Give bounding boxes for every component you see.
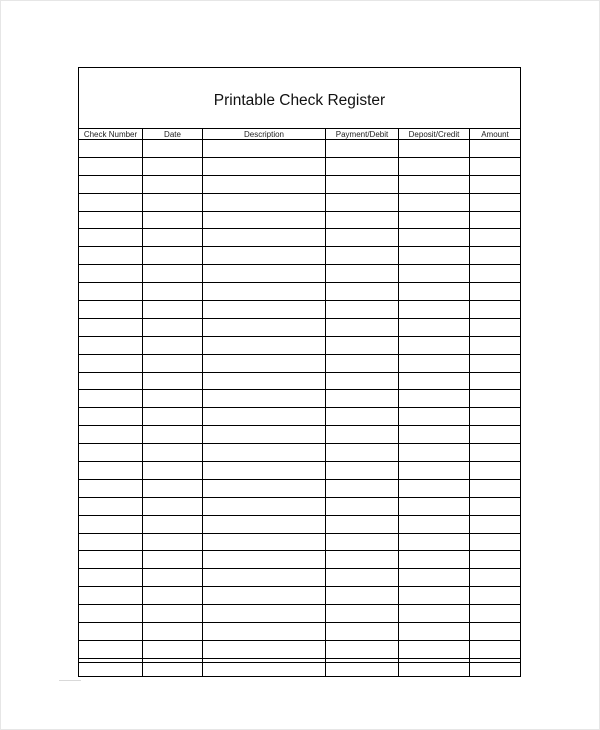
table-row [79, 479, 521, 497]
check-number-cell [79, 444, 143, 462]
table-row [79, 390, 521, 408]
deposit-credit-cell [399, 247, 470, 265]
check-number-cell [79, 623, 143, 641]
payment-debit-cell [326, 623, 399, 641]
description-cell [203, 140, 326, 158]
amount-cell [470, 640, 521, 658]
deposit-credit-cell [399, 354, 470, 372]
column-header-amount: Amount [470, 129, 521, 140]
column-header-description: Description [203, 129, 326, 140]
table-row [79, 551, 521, 569]
deposit-credit-cell [399, 372, 470, 390]
deposit-credit-cell [399, 175, 470, 193]
date-cell [143, 569, 203, 587]
date-cell [143, 318, 203, 336]
payment-debit-cell [326, 426, 399, 444]
date-cell [143, 533, 203, 551]
amount-cell [470, 175, 521, 193]
table-row [79, 444, 521, 462]
amount-cell [470, 193, 521, 211]
register-table [78, 128, 521, 677]
table-row [79, 533, 521, 551]
date-cell [143, 462, 203, 480]
payment-debit-cell [326, 372, 399, 390]
table-row [79, 462, 521, 480]
deposit-credit-cell [399, 444, 470, 462]
deposit-credit-cell [399, 533, 470, 551]
check-number-cell [79, 497, 143, 515]
description-cell [203, 408, 326, 426]
check-number-cell [79, 551, 143, 569]
date-cell [143, 408, 203, 426]
amount-cell [470, 444, 521, 462]
date-cell [143, 283, 203, 301]
table-row [79, 140, 521, 158]
column-header-payment-debit: Payment/Debit [326, 129, 399, 140]
table-row [79, 658, 521, 676]
payment-debit-cell [326, 658, 399, 676]
date-cell [143, 372, 203, 390]
description-cell [203, 462, 326, 480]
table-row [79, 372, 521, 390]
check-number-cell [79, 569, 143, 587]
check-number-cell [79, 193, 143, 211]
description-cell [203, 318, 326, 336]
check-number-cell [79, 157, 143, 175]
description-cell [203, 372, 326, 390]
date-cell [143, 157, 203, 175]
description-cell [203, 623, 326, 641]
description-cell [203, 211, 326, 229]
check-number-cell [79, 229, 143, 247]
payment-debit-cell [326, 408, 399, 426]
amount-cell [470, 336, 521, 354]
deposit-credit-cell [399, 336, 470, 354]
deposit-credit-cell [399, 515, 470, 533]
date-cell [143, 390, 203, 408]
check-register-form [78, 67, 521, 663]
check-number-cell [79, 462, 143, 480]
date-cell [143, 658, 203, 676]
table-row [79, 283, 521, 301]
payment-debit-cell [326, 354, 399, 372]
date-cell [143, 587, 203, 605]
description-cell [203, 301, 326, 319]
payment-debit-cell [326, 515, 399, 533]
check-number-cell [79, 426, 143, 444]
amount-cell [470, 265, 521, 283]
table-row [79, 301, 521, 319]
date-cell [143, 623, 203, 641]
header-row [79, 129, 521, 140]
check-number-cell [79, 515, 143, 533]
description-cell [203, 515, 326, 533]
column-header-deposit-credit: Deposit/Credit [399, 129, 470, 140]
description-cell [203, 193, 326, 211]
payment-debit-cell [326, 479, 399, 497]
deposit-credit-cell [399, 318, 470, 336]
deposit-credit-cell [399, 211, 470, 229]
amount-cell [470, 318, 521, 336]
date-cell [143, 265, 203, 283]
amount-cell [470, 533, 521, 551]
amount-cell [470, 515, 521, 533]
check-number-cell [79, 640, 143, 658]
date-cell [143, 605, 203, 623]
date-cell [143, 515, 203, 533]
payment-debit-cell [326, 497, 399, 515]
date-cell [143, 426, 203, 444]
page-title: Printable Check Register [213, 92, 386, 109]
check-number-cell [79, 605, 143, 623]
description-cell [203, 444, 326, 462]
deposit-credit-cell [399, 229, 470, 247]
table-row [79, 426, 521, 444]
table-row [79, 265, 521, 283]
check-number-cell [79, 175, 143, 193]
deposit-credit-cell [399, 623, 470, 641]
description-cell [203, 569, 326, 587]
payment-debit-cell [326, 140, 399, 158]
description-cell [203, 426, 326, 444]
deposit-credit-cell [399, 283, 470, 301]
check-number-cell [79, 265, 143, 283]
payment-debit-cell [326, 265, 399, 283]
deposit-credit-cell [399, 193, 470, 211]
table-row [79, 157, 521, 175]
date-cell [143, 497, 203, 515]
payment-debit-cell [326, 336, 399, 354]
payment-debit-cell [326, 283, 399, 301]
description-cell [203, 497, 326, 515]
table-row [79, 408, 521, 426]
deposit-credit-cell [399, 605, 470, 623]
check-number-cell [79, 533, 143, 551]
check-number-cell [79, 211, 143, 229]
description-cell [203, 587, 326, 605]
description-cell [203, 551, 326, 569]
check-number-cell [79, 301, 143, 319]
deposit-credit-cell [399, 587, 470, 605]
table-row [79, 229, 521, 247]
description-cell [203, 283, 326, 301]
check-number-cell [79, 408, 143, 426]
deposit-credit-cell [399, 497, 470, 515]
date-cell [143, 211, 203, 229]
date-cell [143, 229, 203, 247]
amount-cell [470, 426, 521, 444]
date-cell [143, 444, 203, 462]
column-header-check-number: Check Number [79, 129, 143, 140]
description-cell [203, 390, 326, 408]
amount-cell [470, 658, 521, 676]
amount-cell [470, 462, 521, 480]
payment-debit-cell [326, 390, 399, 408]
description-cell [203, 605, 326, 623]
description-cell [203, 336, 326, 354]
date-cell [143, 193, 203, 211]
table-row [79, 605, 521, 623]
amount-cell [470, 479, 521, 497]
payment-debit-cell [326, 175, 399, 193]
check-number-cell [79, 354, 143, 372]
table-row [79, 318, 521, 336]
date-cell [143, 640, 203, 658]
amount-cell [470, 623, 521, 641]
deposit-credit-cell [399, 640, 470, 658]
check-number-cell [79, 587, 143, 605]
amount-cell [470, 283, 521, 301]
deposit-credit-cell [399, 140, 470, 158]
description-cell [203, 247, 326, 265]
description-cell [203, 229, 326, 247]
amount-cell [470, 390, 521, 408]
description-cell [203, 157, 326, 175]
payment-debit-cell [326, 462, 399, 480]
check-number-cell [79, 247, 143, 265]
deposit-credit-cell [399, 658, 470, 676]
description-cell [203, 354, 326, 372]
date-cell [143, 479, 203, 497]
payment-debit-cell [326, 551, 399, 569]
description-cell [203, 175, 326, 193]
date-cell [143, 140, 203, 158]
check-number-cell [79, 390, 143, 408]
table-row [79, 336, 521, 354]
deposit-credit-cell [399, 265, 470, 283]
table-row [79, 640, 521, 658]
date-cell [143, 354, 203, 372]
check-number-cell [79, 372, 143, 390]
amount-cell [470, 301, 521, 319]
check-number-cell [79, 658, 143, 676]
deposit-credit-cell [399, 390, 470, 408]
amount-cell [470, 157, 521, 175]
table-row [79, 193, 521, 211]
amount-cell [470, 372, 521, 390]
payment-debit-cell [326, 229, 399, 247]
table-row [79, 247, 521, 265]
table-row [79, 175, 521, 193]
column-header-date: Date [143, 129, 203, 140]
table-row [79, 623, 521, 641]
payment-debit-cell [326, 247, 399, 265]
deposit-credit-cell [399, 551, 470, 569]
check-number-cell [79, 336, 143, 354]
payment-debit-cell [326, 211, 399, 229]
table-row [79, 497, 521, 515]
deposit-credit-cell [399, 462, 470, 480]
description-cell [203, 640, 326, 658]
description-cell [203, 533, 326, 551]
amount-cell [470, 569, 521, 587]
deposit-credit-cell [399, 479, 470, 497]
amount-cell [470, 211, 521, 229]
deposit-credit-cell [399, 301, 470, 319]
payment-debit-cell [326, 533, 399, 551]
payment-debit-cell [326, 318, 399, 336]
amount-cell [470, 408, 521, 426]
deposit-credit-cell [399, 426, 470, 444]
deposit-credit-cell [399, 408, 470, 426]
payment-debit-cell [326, 444, 399, 462]
table-row [79, 515, 521, 533]
date-cell [143, 247, 203, 265]
date-cell [143, 175, 203, 193]
payment-debit-cell [326, 301, 399, 319]
date-cell [143, 551, 203, 569]
payment-debit-cell [326, 193, 399, 211]
register-body [79, 140, 521, 677]
deposit-credit-cell [399, 569, 470, 587]
amount-cell [470, 354, 521, 372]
table-row [79, 569, 521, 587]
date-cell [143, 336, 203, 354]
payment-debit-cell [326, 157, 399, 175]
check-number-cell [79, 283, 143, 301]
table-row [79, 354, 521, 372]
amount-cell [470, 229, 521, 247]
table-row [79, 587, 521, 605]
payment-debit-cell [326, 640, 399, 658]
description-cell [203, 658, 326, 676]
date-cell [143, 301, 203, 319]
description-cell [203, 479, 326, 497]
payment-debit-cell [326, 587, 399, 605]
check-number-cell [79, 479, 143, 497]
table-row [79, 211, 521, 229]
description-cell [203, 265, 326, 283]
deposit-credit-cell [399, 157, 470, 175]
check-number-cell [79, 140, 143, 158]
check-number-cell [79, 318, 143, 336]
amount-cell [470, 140, 521, 158]
footer-divider [59, 680, 81, 681]
payment-debit-cell [326, 569, 399, 587]
payment-debit-cell [326, 605, 399, 623]
amount-cell [470, 551, 521, 569]
amount-cell [470, 587, 521, 605]
amount-cell [470, 247, 521, 265]
amount-cell [470, 497, 521, 515]
amount-cell [470, 605, 521, 623]
